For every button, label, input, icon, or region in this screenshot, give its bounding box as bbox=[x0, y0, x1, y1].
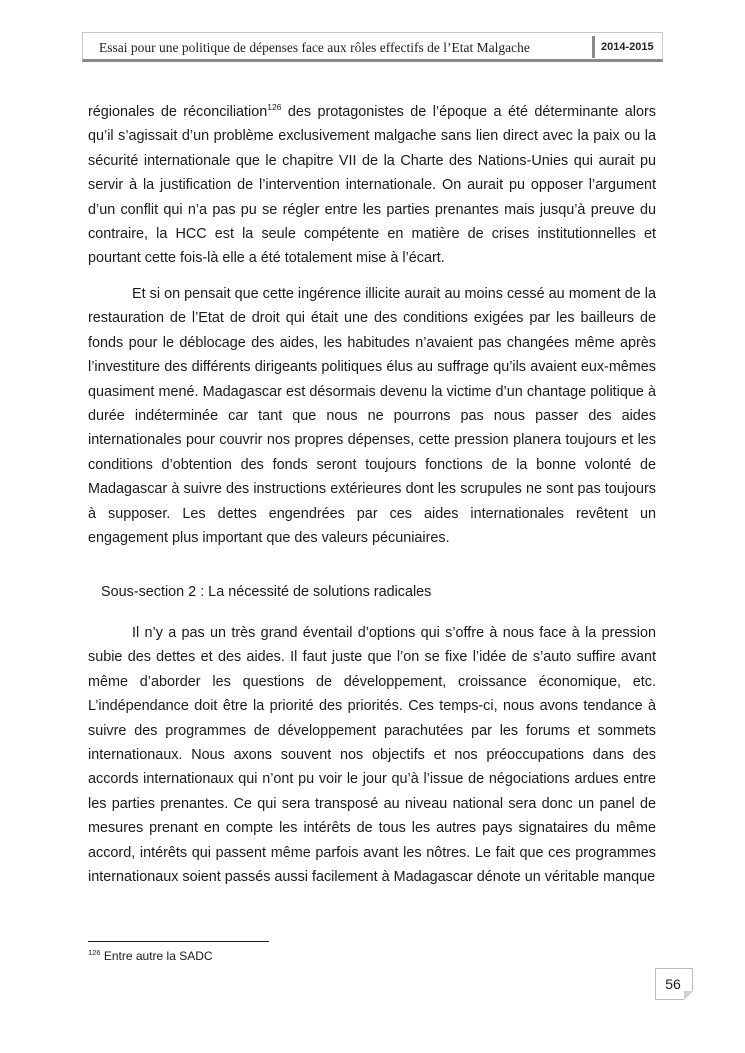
footnote bbox=[88, 947, 213, 965]
header-divider bbox=[592, 36, 595, 58]
paragraph-3-text: Il n’y a pas un très grand éventail d’options qui s’offre à nous face à la pression subie des dettes et des aides. Il faut juste que l’on se fixe l’idée de s’auto suffire avant même d’aborder les questions de développement, croissance économique, etc. L’indépendance doit être la priorité des priorités. Ces temps-ci, nous avons tendance à suivre des programmes de développement parachutées par les forums et sommets internationaux. Nous axons souvent nos objectifs et nos préoccupations dans des accords internationaux qui n’ont pu voir le jour qu’à l’issue de négociations ardues entre les parties prenantes. Ce qui sera transposé au niveau national sera donc un panel de mesures prenant en compte les intérêts de tous les autres pays signataires du même accord, intérêts qui passent même parfois avant les nôtres. Le fait que ces programmes internationaux soient passés aussi facilement à Madagascar dénote un véritable manque bbox=[88, 625, 656, 886]
header-title: Essai pour une politique de dépenses face aux rôles effectifs de l’Etat Malgache bbox=[99, 40, 530, 55]
footnote-reference: 126 bbox=[267, 102, 282, 112]
header-year: 2014-2015 bbox=[601, 41, 654, 53]
page-corner-fold-icon bbox=[684, 991, 693, 1000]
footnote-separator bbox=[88, 941, 269, 942]
paragraph-1 bbox=[88, 100, 656, 271]
running-header bbox=[82, 32, 663, 62]
subsection-heading: Sous-section 2 : La nécessité de solutions radicales bbox=[101, 584, 432, 600]
footnote-text: Entre autre la SADC bbox=[100, 949, 213, 963]
page-number: 56 bbox=[665, 976, 681, 992]
paragraph-2-text: Et si on pensait que cette ingérence illicite aurait au moins cessé au moment de la restauration de l’Etat de droit qui était une des conditions exigées par les bailleurs de fonds pour le déblocage des aides, les habitudes n’avaient pas changées même après l’investiture des différents dirigeants politiques élus au suffrage qu’ils avaient eux-mêmes quasiment mené. Madagascar est désormais devenu la victime d’un chantage politique à durée indéterminée car tant que nous ne pourrons pas nous passer des aides internationales pour couvrir nos propres dépenses, cette pression planera toujours et les conditions d’obtention des fonds seront toujours fonctions de la bonne volonté de Madagascar à suivre des instructions extérieures dont les scrupules ne sont pas toujours à supposer. Les dettes engendrées par ces aides internationales revêtent un engagement plus important que des valeurs pécuniaires. bbox=[88, 286, 656, 547]
paragraph-3 bbox=[88, 621, 656, 889]
footnote-number: 126 bbox=[88, 948, 101, 957]
paragraph-1-rest: des protagonistes de l’époque a été déterminante alors qu’il s’agissait d’un problème exclusivement malgache sans lien direct avec la paix ou la sécurité internationale que le chapitre VII de la Charte des Nations-Unies qui aurait pu servir à la justification de l’intervention internationale. On aurait pu opposer l’argument d’un conflit qui n’a pas pu se régler entre les parties prenantes mais jusqu’à preuve du contraire, la HCC est la seule compétente en matière de crises institutionnelles et pourtant cette fois-là elle a été totalement mise à l’écart. bbox=[88, 104, 656, 267]
paragraph-1-start: régionales de réconciliation bbox=[88, 104, 268, 120]
page-number-box bbox=[655, 968, 693, 1000]
paragraph-2 bbox=[88, 282, 656, 550]
